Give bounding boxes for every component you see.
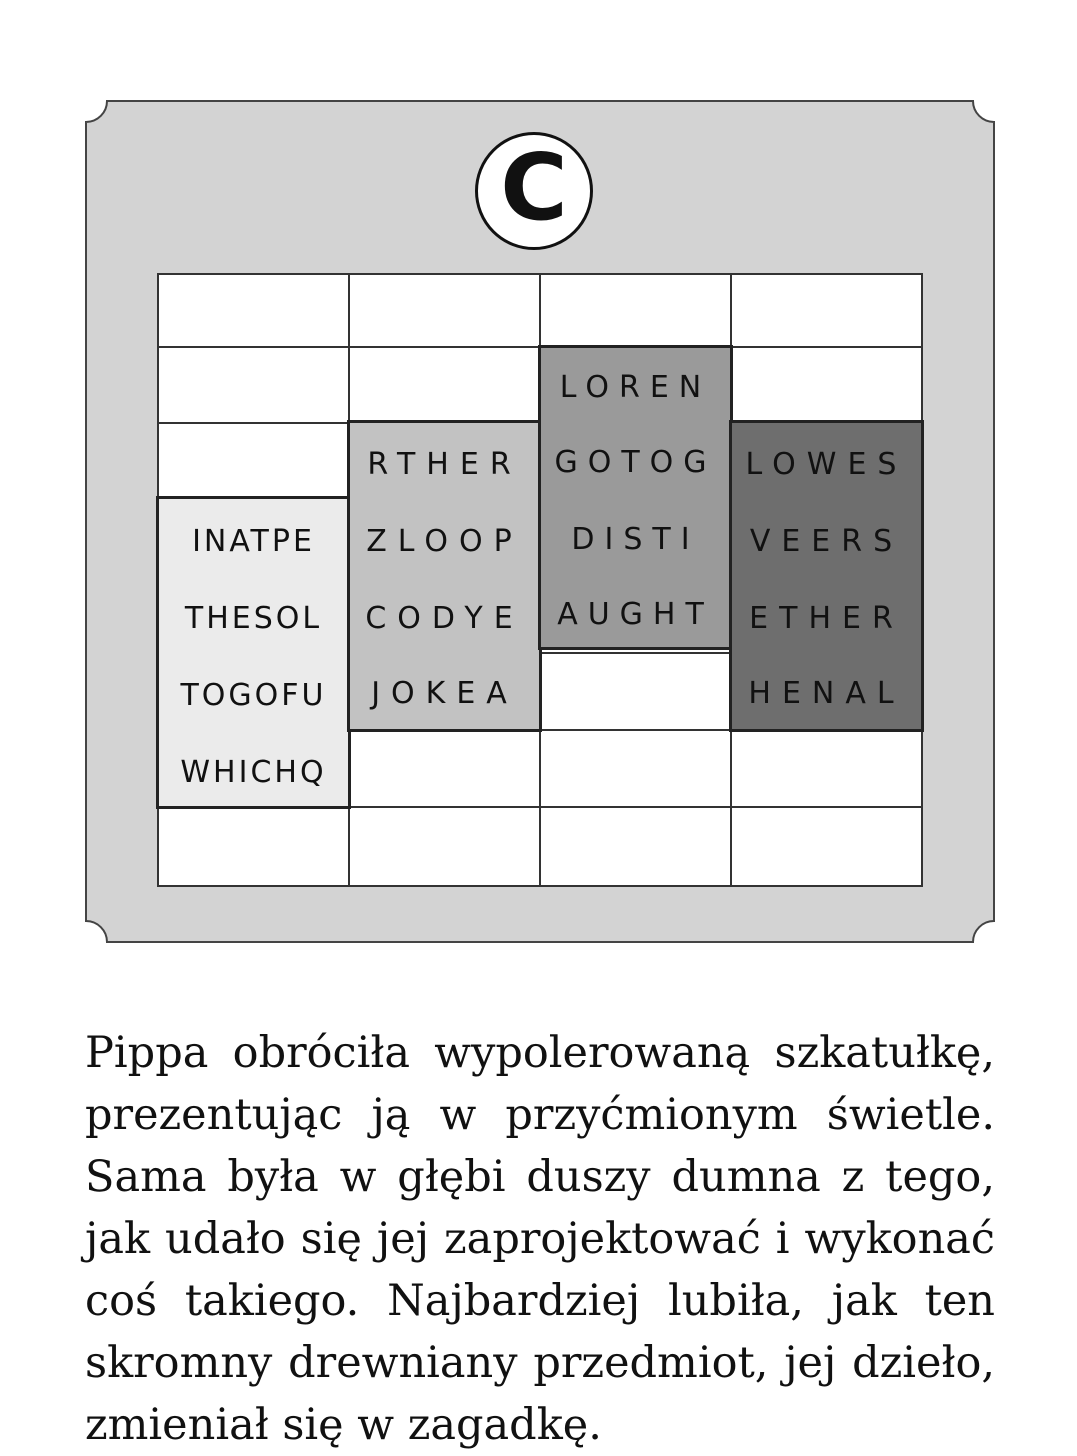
strip-word: RTHER xyxy=(367,447,522,482)
puzzle-panel xyxy=(85,100,995,943)
strip-word: JOKEA xyxy=(371,676,518,711)
strip-word: AUGHT xyxy=(557,596,714,632)
strip-word: CODYE xyxy=(365,601,524,636)
strip-word: VEERS xyxy=(749,524,904,559)
strip-word: GOTOG xyxy=(554,444,717,480)
strip-word: HENAL xyxy=(748,676,905,711)
passage-paragraph: Pippa obróciła wypolerowaną szkatułkę, prezentując ją w przyćmionym świetle. Sama była w głębi duszy dumna z tego, jak udało się jej zaprojektować i wykonać coś takiego. Najbardziej lubiła, jak ten skromny drewniany przedmiot, jej dzieło, zmieniał się w zagadkę. xyxy=(85,1028,995,1450)
strip-word: WHICHQ xyxy=(180,755,327,790)
strip-column-1 xyxy=(156,496,351,809)
strip-word: THESOL xyxy=(184,601,323,636)
story-passage xyxy=(85,1022,995,1456)
strip-word: LOWES xyxy=(745,447,908,482)
strip-word: LOREN xyxy=(559,369,712,405)
strip-word: DISTI xyxy=(571,521,700,557)
strip-word: ETHER xyxy=(749,601,904,636)
letter-grid xyxy=(157,273,923,887)
strip-column-2 xyxy=(347,420,542,732)
letter-badge xyxy=(475,132,593,250)
strip-word: ZLOOP xyxy=(366,524,523,559)
strip-column-4 xyxy=(729,420,924,732)
strip-column-3 xyxy=(538,345,733,650)
strip-word: TOGOFU xyxy=(180,678,327,713)
strip-word: INATPE xyxy=(192,524,315,559)
badge-letter: C xyxy=(500,134,568,241)
